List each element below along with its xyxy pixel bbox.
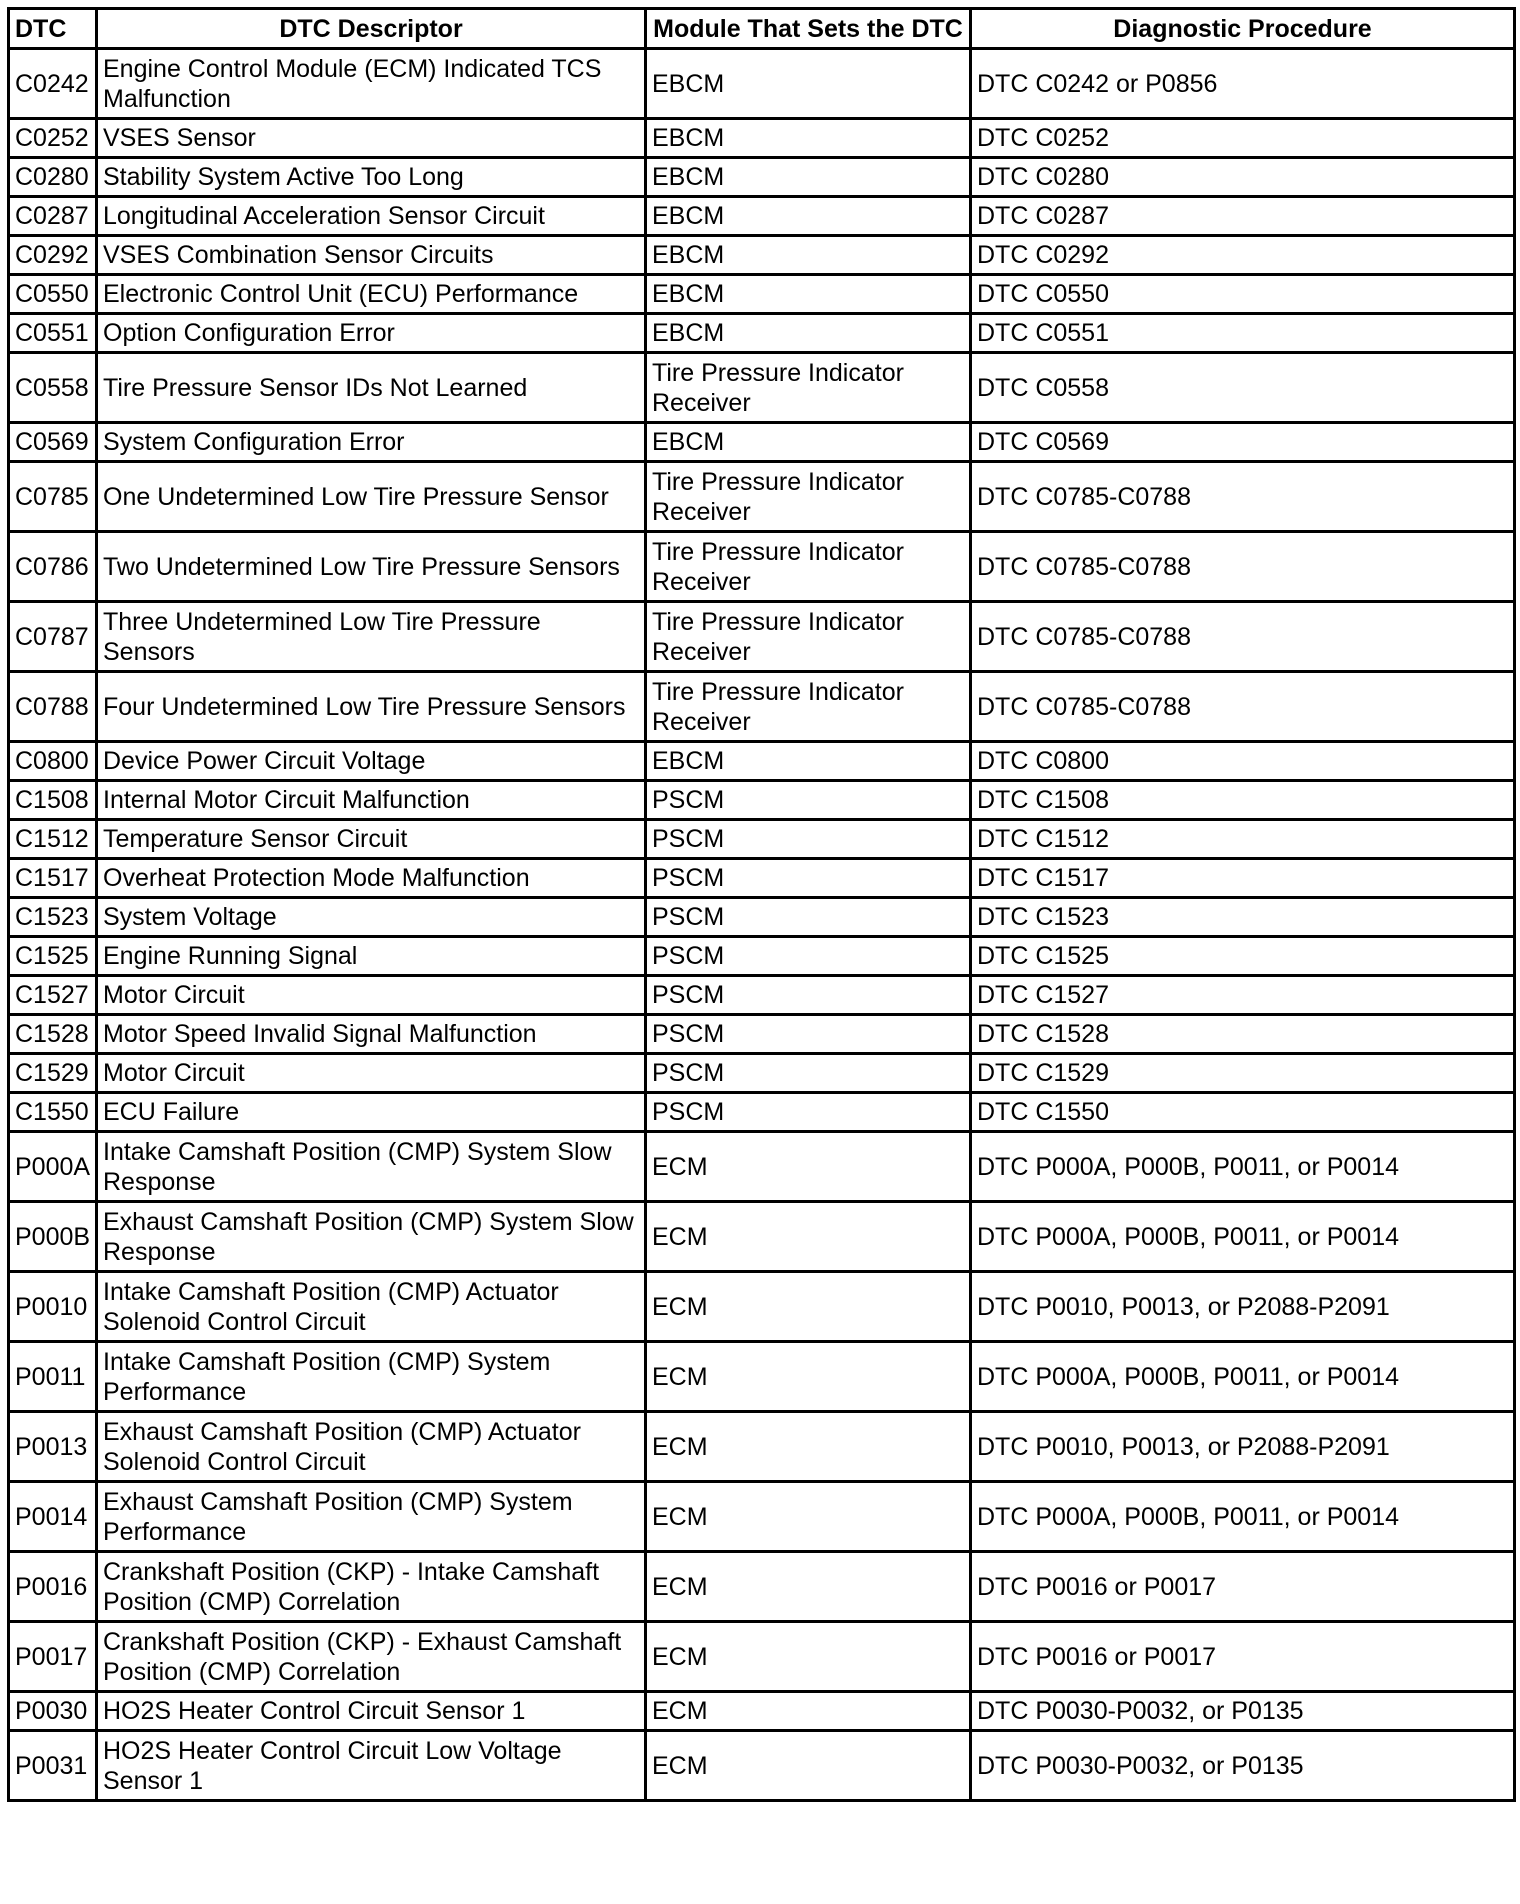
diagnostic-procedure-cell: DTC C0785-C0788 — [971, 462, 1515, 532]
dtc-code-cell: P0013 — [9, 1412, 97, 1482]
module-cell: PSCM — [646, 859, 971, 898]
table-row — [9, 1342, 1515, 1412]
dtc-code-cell: C1528 — [9, 1015, 97, 1054]
dtc-code-cell: C0558 — [9, 353, 97, 423]
table-row — [9, 1093, 1515, 1132]
diagnostic-procedure-cell: DTC C1525 — [971, 937, 1515, 976]
table-row — [9, 1731, 1515, 1801]
dtc-descriptor-cell: Two Undetermined Low Tire Pressure Sensors — [97, 532, 646, 602]
module-cell: EBCM — [646, 236, 971, 275]
dtc-descriptor-cell: Intake Camshaft Position (CMP) Actuator Solenoid Control Circuit — [97, 1272, 646, 1342]
module-cell: PSCM — [646, 781, 971, 820]
dtc-descriptor-cell: Crankshaft Position (CKP) - Intake Camshaft Position (CMP) Correlation — [97, 1552, 646, 1622]
diagnostic-procedure-cell: DTC C1550 — [971, 1093, 1515, 1132]
dtc-code-cell: C0787 — [9, 602, 97, 672]
table-row — [9, 1202, 1515, 1272]
module-cell: ECM — [646, 1202, 971, 1272]
table-row — [9, 119, 1515, 158]
table-row — [9, 49, 1515, 119]
diagnostic-procedure-cell: DTC P0010, P0013, or P2088-P2091 — [971, 1272, 1515, 1342]
diagnostic-procedure-cell: DTC C0785-C0788 — [971, 602, 1515, 672]
table-row — [9, 1622, 1515, 1692]
dtc-code-cell: C1525 — [9, 937, 97, 976]
diagnostic-procedure-cell: DTC P0010, P0013, or P2088-P2091 — [971, 1412, 1515, 1482]
diagnostic-procedure-cell: DTC P000A, P000B, P0011, or P0014 — [971, 1342, 1515, 1412]
diagnostic-procedure-cell: DTC C1527 — [971, 976, 1515, 1015]
module-cell: PSCM — [646, 1093, 971, 1132]
module-cell: PSCM — [646, 898, 971, 937]
dtc-code-cell: C1523 — [9, 898, 97, 937]
dtc-descriptor-cell: One Undetermined Low Tire Pressure Sensor — [97, 462, 646, 532]
dtc-descriptor-cell: Motor Circuit — [97, 976, 646, 1015]
module-cell: ECM — [646, 1342, 971, 1412]
dtc-descriptor-cell: HO2S Heater Control Circuit Low Voltage Sensor 1 — [97, 1731, 646, 1801]
module-cell: Tire Pressure Indicator Receiver — [646, 532, 971, 602]
table-row — [9, 462, 1515, 532]
dtc-descriptor-cell: VSES Sensor — [97, 119, 646, 158]
dtc-descriptor-cell: Tire Pressure Sensor IDs Not Learned — [97, 353, 646, 423]
diagnostic-procedure-cell: DTC C0242 or P0856 — [971, 49, 1515, 119]
diagnostic-procedure-cell: DTC C1528 — [971, 1015, 1515, 1054]
dtc-code-cell: P0030 — [9, 1692, 97, 1731]
module-cell: ECM — [646, 1692, 971, 1731]
diagnostic-procedure-cell: DTC P000A, P000B, P0011, or P0014 — [971, 1482, 1515, 1552]
module-cell: PSCM — [646, 937, 971, 976]
dtc-code-cell: C0800 — [9, 742, 97, 781]
dtc-code-cell: C0287 — [9, 197, 97, 236]
table-row — [9, 1015, 1515, 1054]
dtc-code-cell: C1550 — [9, 1093, 97, 1132]
module-cell: EBCM — [646, 119, 971, 158]
table-body — [9, 49, 1515, 1801]
module-cell: PSCM — [646, 976, 971, 1015]
diagnostic-procedure-cell: DTC C0558 — [971, 353, 1515, 423]
diagnostic-procedure-cell: DTC C0252 — [971, 119, 1515, 158]
dtc-code-cell: C1512 — [9, 820, 97, 859]
dtc-descriptor-cell: System Configuration Error — [97, 423, 646, 462]
module-cell: PSCM — [646, 1015, 971, 1054]
dtc-code-cell: P0031 — [9, 1731, 97, 1801]
table-row — [9, 976, 1515, 1015]
dtc-code-cell: C0786 — [9, 532, 97, 602]
diagnostic-procedure-cell: DTC C0292 — [971, 236, 1515, 275]
dtc-descriptor-cell: HO2S Heater Control Circuit Sensor 1 — [97, 1692, 646, 1731]
table-row — [9, 197, 1515, 236]
diagnostic-procedure-cell: DTC C0280 — [971, 158, 1515, 197]
module-cell: ECM — [646, 1132, 971, 1202]
table-row — [9, 314, 1515, 353]
diagnostic-procedure-cell: DTC C0785-C0788 — [971, 532, 1515, 602]
dtc-code-cell: C0550 — [9, 275, 97, 314]
diagnostic-procedure-cell: DTC C0569 — [971, 423, 1515, 462]
dtc-code-cell: C1517 — [9, 859, 97, 898]
module-cell: PSCM — [646, 1054, 971, 1093]
dtc-code-cell: P0014 — [9, 1482, 97, 1552]
dtc-code-cell: C0551 — [9, 314, 97, 353]
diagnostic-procedure-cell: DTC P0030-P0032, or P0135 — [971, 1731, 1515, 1801]
dtc-code-cell: C0788 — [9, 672, 97, 742]
table-row — [9, 275, 1515, 314]
table-row — [9, 859, 1515, 898]
dtc-descriptor-cell: Three Undetermined Low Tire Pressure Sensors — [97, 602, 646, 672]
dtc-descriptor-cell: Longitudinal Acceleration Sensor Circuit — [97, 197, 646, 236]
module-cell: Tire Pressure Indicator Receiver — [646, 602, 971, 672]
table-header-row — [9, 9, 1515, 49]
table-row — [9, 937, 1515, 976]
module-cell: EBCM — [646, 423, 971, 462]
dtc-descriptor-cell: ECU Failure — [97, 1093, 646, 1132]
diagnostic-procedure-cell: DTC C1523 — [971, 898, 1515, 937]
module-cell: EBCM — [646, 197, 971, 236]
dtc-descriptor-cell: System Voltage — [97, 898, 646, 937]
table-row — [9, 158, 1515, 197]
module-cell: ECM — [646, 1412, 971, 1482]
module-cell: EBCM — [646, 742, 971, 781]
table-row — [9, 602, 1515, 672]
diagnostic-procedure-cell: DTC P0030-P0032, or P0135 — [971, 1692, 1515, 1731]
table-row — [9, 898, 1515, 937]
diagnostic-procedure-cell: DTC P000A, P000B, P0011, or P0014 — [971, 1202, 1515, 1272]
module-cell: EBCM — [646, 49, 971, 119]
header-dtc: DTC — [9, 9, 97, 49]
dtc-code-cell: C0252 — [9, 119, 97, 158]
table-row — [9, 353, 1515, 423]
diagnostic-procedure-cell: DTC P0016 or P0017 — [971, 1552, 1515, 1622]
dtc-descriptor-cell: Overheat Protection Mode Malfunction — [97, 859, 646, 898]
dtc-descriptor-cell: Intake Camshaft Position (CMP) System Performance — [97, 1342, 646, 1412]
dtc-descriptor-cell: Exhaust Camshaft Position (CMP) System Slow Response — [97, 1202, 646, 1272]
dtc-code-cell: C0785 — [9, 462, 97, 532]
table-row — [9, 423, 1515, 462]
dtc-code-cell: C0280 — [9, 158, 97, 197]
module-cell: ECM — [646, 1482, 971, 1552]
module-cell: ECM — [646, 1622, 971, 1692]
table-row — [9, 672, 1515, 742]
dtc-descriptor-cell: Electronic Control Unit (ECU) Performance — [97, 275, 646, 314]
module-cell: ECM — [646, 1272, 971, 1342]
dtc-code-cell: C0242 — [9, 49, 97, 119]
dtc-descriptor-cell: Motor Speed Invalid Signal Malfunction — [97, 1015, 646, 1054]
module-cell: EBCM — [646, 314, 971, 353]
module-cell: Tire Pressure Indicator Receiver — [646, 462, 971, 532]
table-row — [9, 236, 1515, 275]
dtc-descriptor-cell: Device Power Circuit Voltage — [97, 742, 646, 781]
header-descriptor: DTC Descriptor — [97, 9, 646, 49]
module-cell: ECM — [646, 1552, 971, 1622]
module-cell: Tire Pressure Indicator Receiver — [646, 672, 971, 742]
table-row — [9, 532, 1515, 602]
dtc-descriptor-cell: Option Configuration Error — [97, 314, 646, 353]
header-module: Module That Sets the DTC — [646, 9, 971, 49]
dtc-descriptor-cell: Exhaust Camshaft Position (CMP) Actuator Solenoid Control Circuit — [97, 1412, 646, 1482]
dtc-descriptor-cell: Crankshaft Position (CKP) - Exhaust Camshaft Position (CMP) Correlation — [97, 1622, 646, 1692]
dtc-descriptor-cell: VSES Combination Sensor Circuits — [97, 236, 646, 275]
table-row — [9, 1412, 1515, 1482]
dtc-descriptor-cell: Intake Camshaft Position (CMP) System Slow Response — [97, 1132, 646, 1202]
module-cell: Tire Pressure Indicator Receiver — [646, 353, 971, 423]
dtc-code-cell: C1508 — [9, 781, 97, 820]
diagnostic-procedure-cell: DTC C1517 — [971, 859, 1515, 898]
module-cell: EBCM — [646, 275, 971, 314]
module-cell: EBCM — [646, 158, 971, 197]
dtc-code-cell: C1527 — [9, 976, 97, 1015]
table-row — [9, 1482, 1515, 1552]
dtc-code-cell: P0011 — [9, 1342, 97, 1412]
table-row — [9, 1054, 1515, 1093]
dtc-code-cell: P000A — [9, 1132, 97, 1202]
dtc-code-cell: C1529 — [9, 1054, 97, 1093]
dtc-descriptor-cell: Stability System Active Too Long — [97, 158, 646, 197]
dtc-descriptor-cell: Motor Circuit — [97, 1054, 646, 1093]
table-row — [9, 1272, 1515, 1342]
dtc-descriptor-cell: Exhaust Camshaft Position (CMP) System Performance — [97, 1482, 646, 1552]
diagnostic-procedure-cell: DTC C0551 — [971, 314, 1515, 353]
dtc-code-cell: P0010 — [9, 1272, 97, 1342]
diagnostic-procedure-cell: DTC C1512 — [971, 820, 1515, 859]
header-procedure: Diagnostic Procedure — [971, 9, 1515, 49]
table-row — [9, 1552, 1515, 1622]
dtc-code-cell: C0292 — [9, 236, 97, 275]
dtc-code-cell: P000B — [9, 1202, 97, 1272]
dtc-descriptor-cell: Engine Running Signal — [97, 937, 646, 976]
diagnostic-procedure-cell: DTC C0800 — [971, 742, 1515, 781]
table-row — [9, 1132, 1515, 1202]
diagnostic-procedure-cell: DTC C0550 — [971, 275, 1515, 314]
diagnostic-procedure-cell: DTC P000A, P000B, P0011, or P0014 — [971, 1132, 1515, 1202]
dtc-code-cell: C0569 — [9, 423, 97, 462]
diagnostic-procedure-cell: DTC C1529 — [971, 1054, 1515, 1093]
dtc-descriptor-cell: Internal Motor Circuit Malfunction — [97, 781, 646, 820]
dtc-code-cell: P0016 — [9, 1552, 97, 1622]
module-cell: PSCM — [646, 820, 971, 859]
dtc-descriptor-cell: Four Undetermined Low Tire Pressure Sensors — [97, 672, 646, 742]
dtc-code-cell: P0017 — [9, 1622, 97, 1692]
dtc-descriptor-cell: Temperature Sensor Circuit — [97, 820, 646, 859]
dtc-table — [7, 7, 1516, 1802]
table-row — [9, 1692, 1515, 1731]
diagnostic-procedure-cell: DTC C0785-C0788 — [971, 672, 1515, 742]
diagnostic-procedure-cell: DTC C1508 — [971, 781, 1515, 820]
dtc-descriptor-cell: Engine Control Module (ECM) Indicated TCS Malfunction — [97, 49, 646, 119]
diagnostic-procedure-cell: DTC P0016 or P0017 — [971, 1622, 1515, 1692]
table-row — [9, 820, 1515, 859]
diagnostic-procedure-cell: DTC C0287 — [971, 197, 1515, 236]
table-row — [9, 781, 1515, 820]
module-cell: ECM — [646, 1731, 971, 1801]
table-row — [9, 742, 1515, 781]
